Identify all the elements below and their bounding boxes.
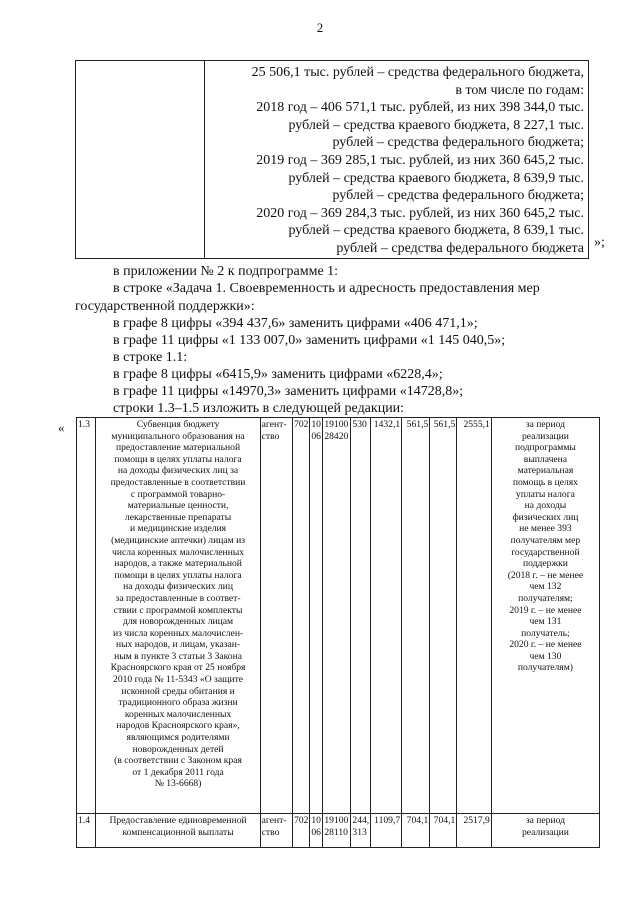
row-name-line: народов, а также материальной [114,558,242,570]
row-result-line: реализации [521,430,569,442]
row-csr [323,418,351,814]
row-rzpr-line: 10 [311,815,321,826]
row-csr-line: 28420 [324,430,349,442]
funding-line: 2020 год – 369 284,3 тыс. рублей, из них 360 645,2 тыс. [256,205,584,221]
row-result-line: уплаты налога [515,488,575,500]
row-result-line: 2019 г. – не менее [509,604,582,616]
row-executor-line: агент- [261,419,287,430]
row-result-line: 2020 г. – не менее [509,639,582,651]
row-name [96,814,260,848]
row-result-line: чем 132 [529,581,562,593]
table-row [77,418,600,814]
row-result-line: за период [525,419,565,430]
row-name-line: с программой товарно- [130,488,226,500]
row-rzpr [310,418,323,814]
funding-table-value-cell [205,61,589,259]
row-csr-line: 28110 [324,826,348,838]
row-name-line: лекарственные препараты [124,511,232,523]
row-name-line: ствии с программой комплекты [113,604,243,616]
row-csr [323,814,351,848]
row-total: 2517,9 [457,814,492,848]
row-executor [260,814,292,848]
row-result-line: материальная [517,465,574,477]
row-name-line: предоставленные в соответствии [110,476,246,488]
row-result-line: чем 130 [529,650,562,662]
paragraph-row11: в строке 1.1: [113,350,188,365]
row-name-line: компенсационной выплаты [122,826,234,838]
row-name-line: материальные ценности, [127,500,229,512]
row-name-line: на доходы физических лиц [123,581,233,593]
row-name-line: муниципального образования на [111,430,245,442]
row-result-line: реализации [521,826,569,838]
row-2019: 704,1 [402,814,430,848]
row-name-line: из числа коренных малочислен- [112,627,244,639]
row-name-line: Субвенция бюджету [136,419,220,430]
row-result [491,814,599,848]
paragraph-column8: в графе 8 цифры «394 437,6» заменить цифрами «406 471,1»; [113,316,478,331]
row-result-line: получателям мер [510,534,581,546]
row-name-line: и медицинские изделия [130,523,227,535]
row-result-line: за период [525,815,565,826]
funding-line: 25 506,1 тыс. рублей – средства федерального бюджета, [251,65,584,80]
row-name-line: 2010 года № 11-5343 «О защите [113,674,244,686]
paragraph-row11-col11: в графе 11 цифры «14970,3» заменить цифрами «14728,8»; [113,384,464,399]
row-2020: 561,5 [430,418,457,814]
funding-line: рублей – средства краевого бюджета, 8 639,1 тыс. [288,223,584,239]
row-vr [351,418,370,814]
row-result-line: получателям) [517,662,573,674]
row-result-line: на доходы [524,500,567,512]
row-name-line: предоставление материальной [115,442,241,454]
row-2020: 704,1 [430,814,457,848]
row-result-line: физических лиц [512,511,579,523]
row-name-line: ных народов, и лицам, указан- [115,639,241,651]
row-grbs: 702 [293,418,310,814]
row-name-line: Предоставление единовременной [109,815,247,826]
row-name-line: Красноярского края от 25 ноября [110,662,246,674]
row-result-line: получателям; [518,592,573,604]
row-vr-line: 530 [352,419,367,430]
row-result-line: чем 131 [529,616,562,628]
row-name-line: (медицинские аптечки) лицам из [111,534,246,546]
funding-line: рублей – средства федерального бюджета; [332,135,584,151]
row-2018: 1109,7 [370,814,401,848]
subprogram-table [76,417,600,848]
closing-quote: »; [594,235,605,250]
table-row [77,814,600,848]
row-name-line: помощи в целях уплаты налога [114,569,242,581]
row-executor-line: ство [261,430,280,442]
row-csr-line: 19100 [324,815,349,826]
row-name-line: новорожденных детей [132,743,224,755]
row-name-line: № 13-6668) [154,778,202,790]
row-name-line: числа коренных малочисленных [112,546,245,558]
funding-line: рублей – средства краевого бюджета, 8 639,9 тыс. [288,170,584,186]
row-result-line: подпрограммы [515,442,576,454]
row-vr-line: 244, [352,815,370,826]
row-name-line: коренных малочисленных [124,708,232,720]
row-total: 2555,1 [457,418,492,814]
paragraph-appendix: в приложении № 2 к подпрограмме 1: [113,264,339,279]
row-number: 1.4 [77,814,96,848]
row-result-line: помощь в целях [512,476,578,488]
funding-table [75,60,589,259]
row-vr [351,814,370,848]
paragraph-rows-edit: строки 1.3–1.5 изложить в следующей редакции: [113,401,405,416]
paragraph-row11-col8: в графе 8 цифры «6415,9» заменить цифрами «6228,4»; [113,367,443,382]
row-executor [260,418,292,814]
funding-line: 2018 год – 406 571,1 тыс. рублей, из них 398 344,0 тыс. [256,100,584,116]
row-name-line: ным в пункте 3 статьи 3 Закона [114,650,243,662]
row-result-line: выплачена [523,453,568,465]
row-rzpr [310,814,323,848]
row-result-line: государственной [511,546,580,558]
funding-line: в том числе по годам: [455,82,584,98]
row-result-line: (2018 г. – не менее [507,569,584,581]
row-result [491,418,599,814]
row-rzpr-line: 06 [311,430,321,442]
funding-table-label-cell [76,61,205,259]
row-2018: 1432,1 [370,418,401,814]
row-result-line: не менее 393 [519,523,572,535]
row-number: 1.3 [77,418,96,814]
funding-line: рублей – средства краевого бюджета, 8 227,1 тыс. [288,117,584,133]
funding-line: рублей – средства федерального бюджета [336,240,584,256]
row-rzpr-line: 06 [311,826,321,838]
row-name-line: традиционного образа жизни [118,697,238,709]
row-name-line: помощи в целях уплаты налога [114,453,242,465]
row-name-line: являющимся родителями [126,732,230,744]
row-rzpr-line: 10 [311,419,321,430]
row-result-line: получатель; [521,627,570,639]
row-vr-line: 313 [352,826,367,838]
row-2019: 561,5 [402,418,430,814]
page-number: 2 [316,20,324,35]
funding-line: рублей – средства федерального бюджета; [332,188,584,204]
row-name-line: для новорожденных лицам [123,616,234,628]
row-name-line: народов Красноярского края», [116,720,240,732]
row-result-line: поддержки [522,558,568,570]
paragraph-task-row: в строке «Задача 1. Своевременность и адресность предоставления мер государственной поддержки»: [75,281,540,314]
row-csr-line: 19100 [324,419,349,430]
row-name-line: за предоставленные в соответ- [115,592,241,604]
row-executor-line: агент- [261,815,287,826]
row-name [96,418,260,814]
row-grbs: 702 [293,814,310,848]
row-name-line: на доходы физических лиц за [117,465,239,477]
row-name-line: исконной среды обитания и [121,685,235,697]
row-name-line: (в соответствии с Законом края [114,755,242,767]
paragraph-column11: в графе 11 цифры «1 133 007,0» заменить цифрами «1 145 040,5»; [113,333,506,348]
funding-line: 2019 год – 369 285,1 тыс. рублей, из них 360 645,2 тыс. [256,152,584,168]
row-name-line: от 1 декабря 2011 года [132,766,224,778]
row-executor-line: ство [261,826,280,838]
opening-quote: « [58,420,65,435]
